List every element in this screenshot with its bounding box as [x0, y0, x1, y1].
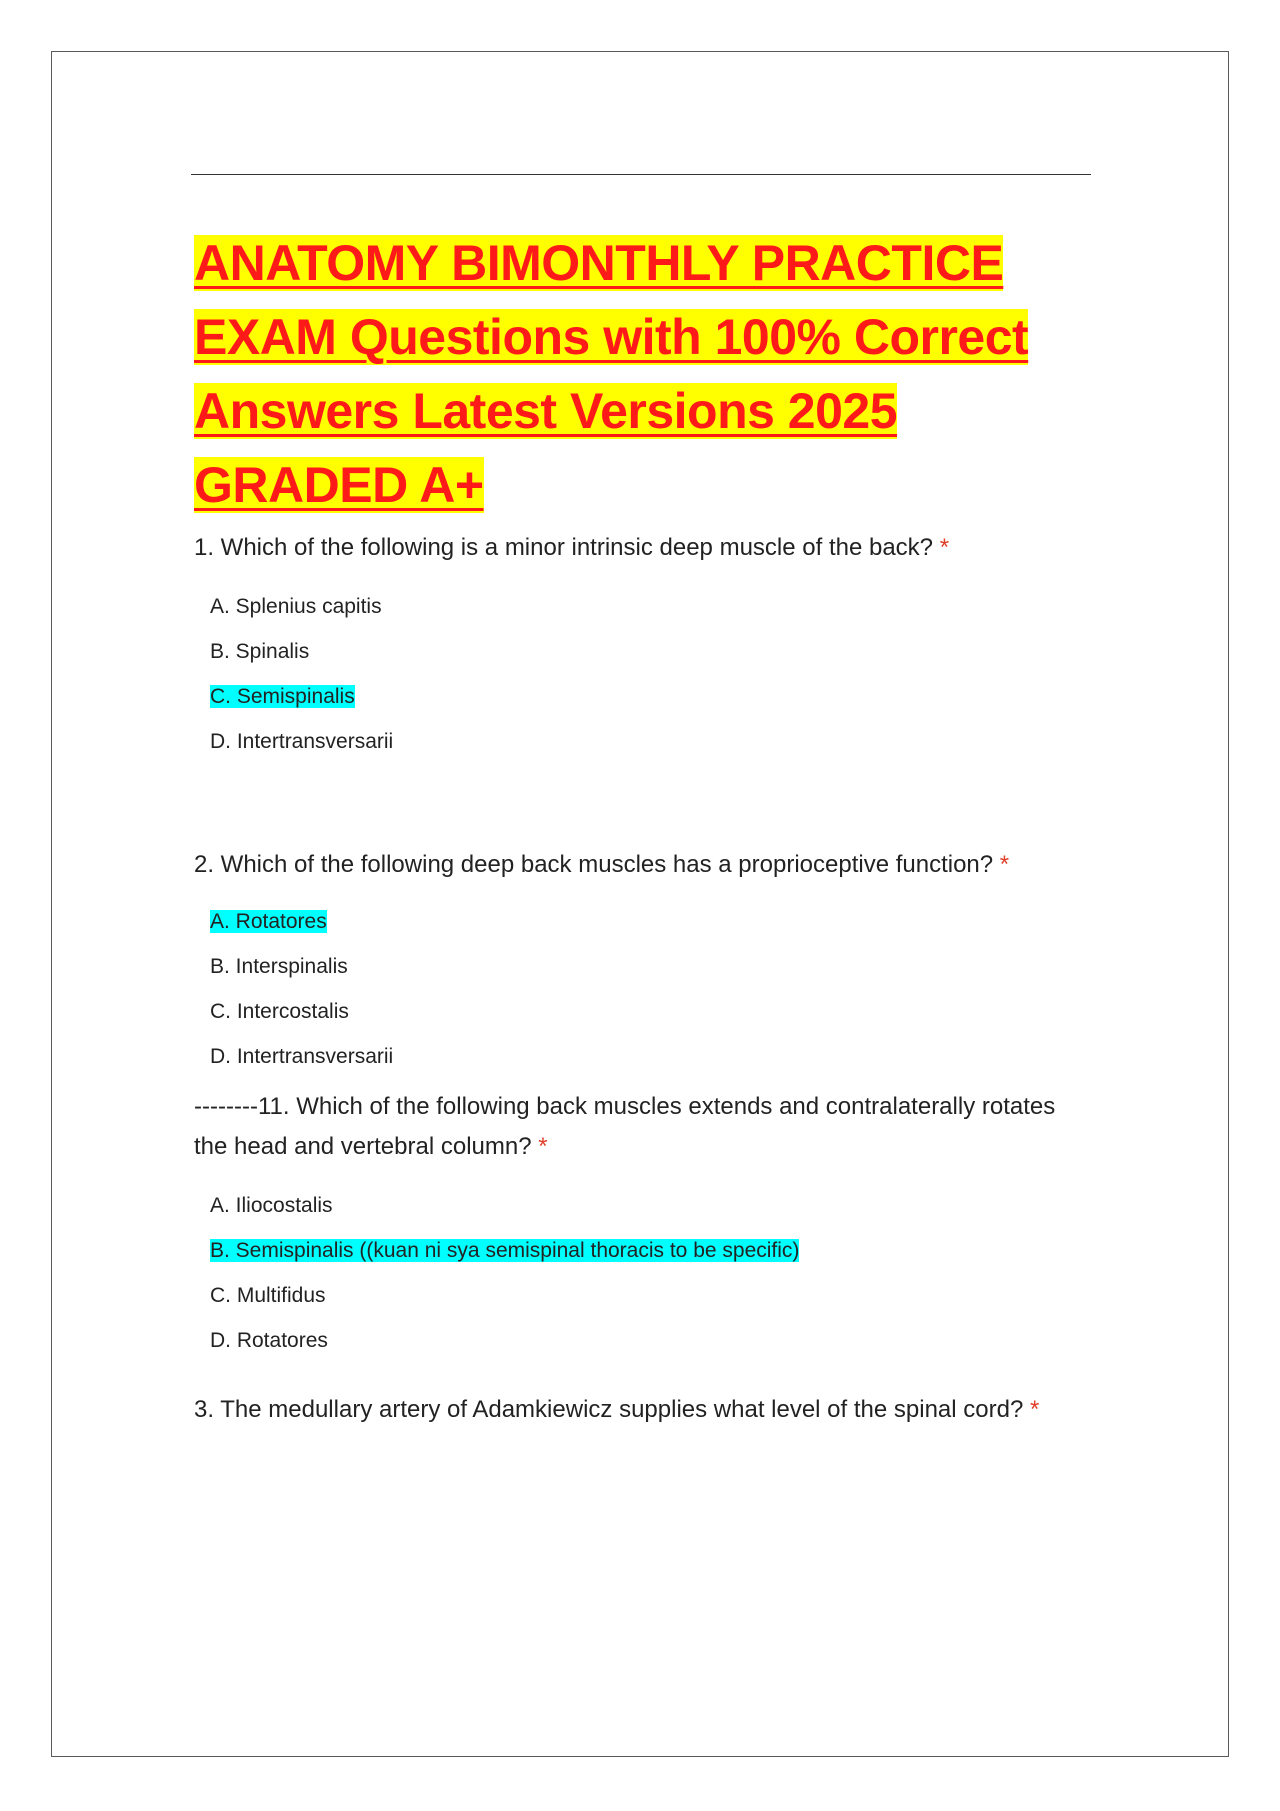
question-11 [194, 1087, 1094, 1167]
document-title [194, 226, 1094, 522]
option-item[interactable] [210, 1193, 1094, 1219]
correct-answer-highlight: A. Rotatores [210, 910, 327, 933]
option-label: C. Intercostalis [210, 1000, 349, 1023]
option-label: D. Intertransversarii [210, 730, 394, 753]
option-item[interactable] [210, 1283, 1094, 1309]
question-11-text: --------11. Which of the following back muscles extends and contralaterally rotates the head and vertebral column? [194, 1093, 1056, 1160]
header-rule [191, 174, 1091, 175]
option-item-correct[interactable] [210, 684, 1094, 710]
question-3 [194, 1390, 1094, 1430]
correct-answer-highlight: B. Semispinalis ((kuan ni sya semispinal thoracis to be specific) [210, 1239, 800, 1262]
question-1-text: 1. Which of the following is a minor intrinsic deep muscle of the back? [194, 534, 934, 561]
question-1-options [194, 594, 1094, 755]
option-item[interactable] [210, 1328, 1094, 1354]
required-marker: * [538, 1133, 548, 1160]
option-item[interactable] [210, 1044, 1094, 1070]
option-item[interactable] [210, 594, 1094, 620]
required-marker: * [939, 534, 950, 561]
question-1 [194, 528, 1094, 568]
option-label: A. Splenius capitis [210, 595, 382, 618]
option-item-correct[interactable] [210, 1238, 1094, 1264]
option-label: D. Intertransversarii [210, 1045, 394, 1068]
question-2 [194, 845, 1094, 885]
questions-container [194, 528, 1094, 1430]
correct-answer-highlight: C. Semispinalis [210, 685, 355, 708]
option-label: C. Multifidus [210, 1284, 326, 1307]
option-label: D. Rotatores [210, 1329, 328, 1352]
option-label: B. Spinalis [210, 640, 310, 663]
option-item[interactable] [210, 954, 1094, 980]
option-label: B. Interspinalis [210, 955, 348, 978]
option-item[interactable] [210, 999, 1094, 1025]
option-item[interactable] [210, 729, 1094, 755]
question-11-options [194, 1193, 1094, 1354]
question-2-options [194, 909, 1094, 1070]
option-label: A. Iliocostalis [210, 1194, 333, 1217]
document-title-text: ANATOMY BIMONTHLY PRACTICE EXAM Questions with 100% Correct Answers Latest Versions 2025 GRADED A+ [194, 235, 1029, 513]
question-3-text: 3. The medullary artery of Adamkiewicz supplies what level of the spinal cord? [194, 1396, 1024, 1423]
option-item-correct[interactable] [210, 909, 1094, 935]
required-marker: * [999, 851, 1010, 878]
option-item[interactable] [210, 639, 1094, 665]
question-2-text: 2. Which of the following deep back muscles has a proprioceptive function? [194, 851, 994, 878]
required-marker: * [1029, 1396, 1040, 1423]
